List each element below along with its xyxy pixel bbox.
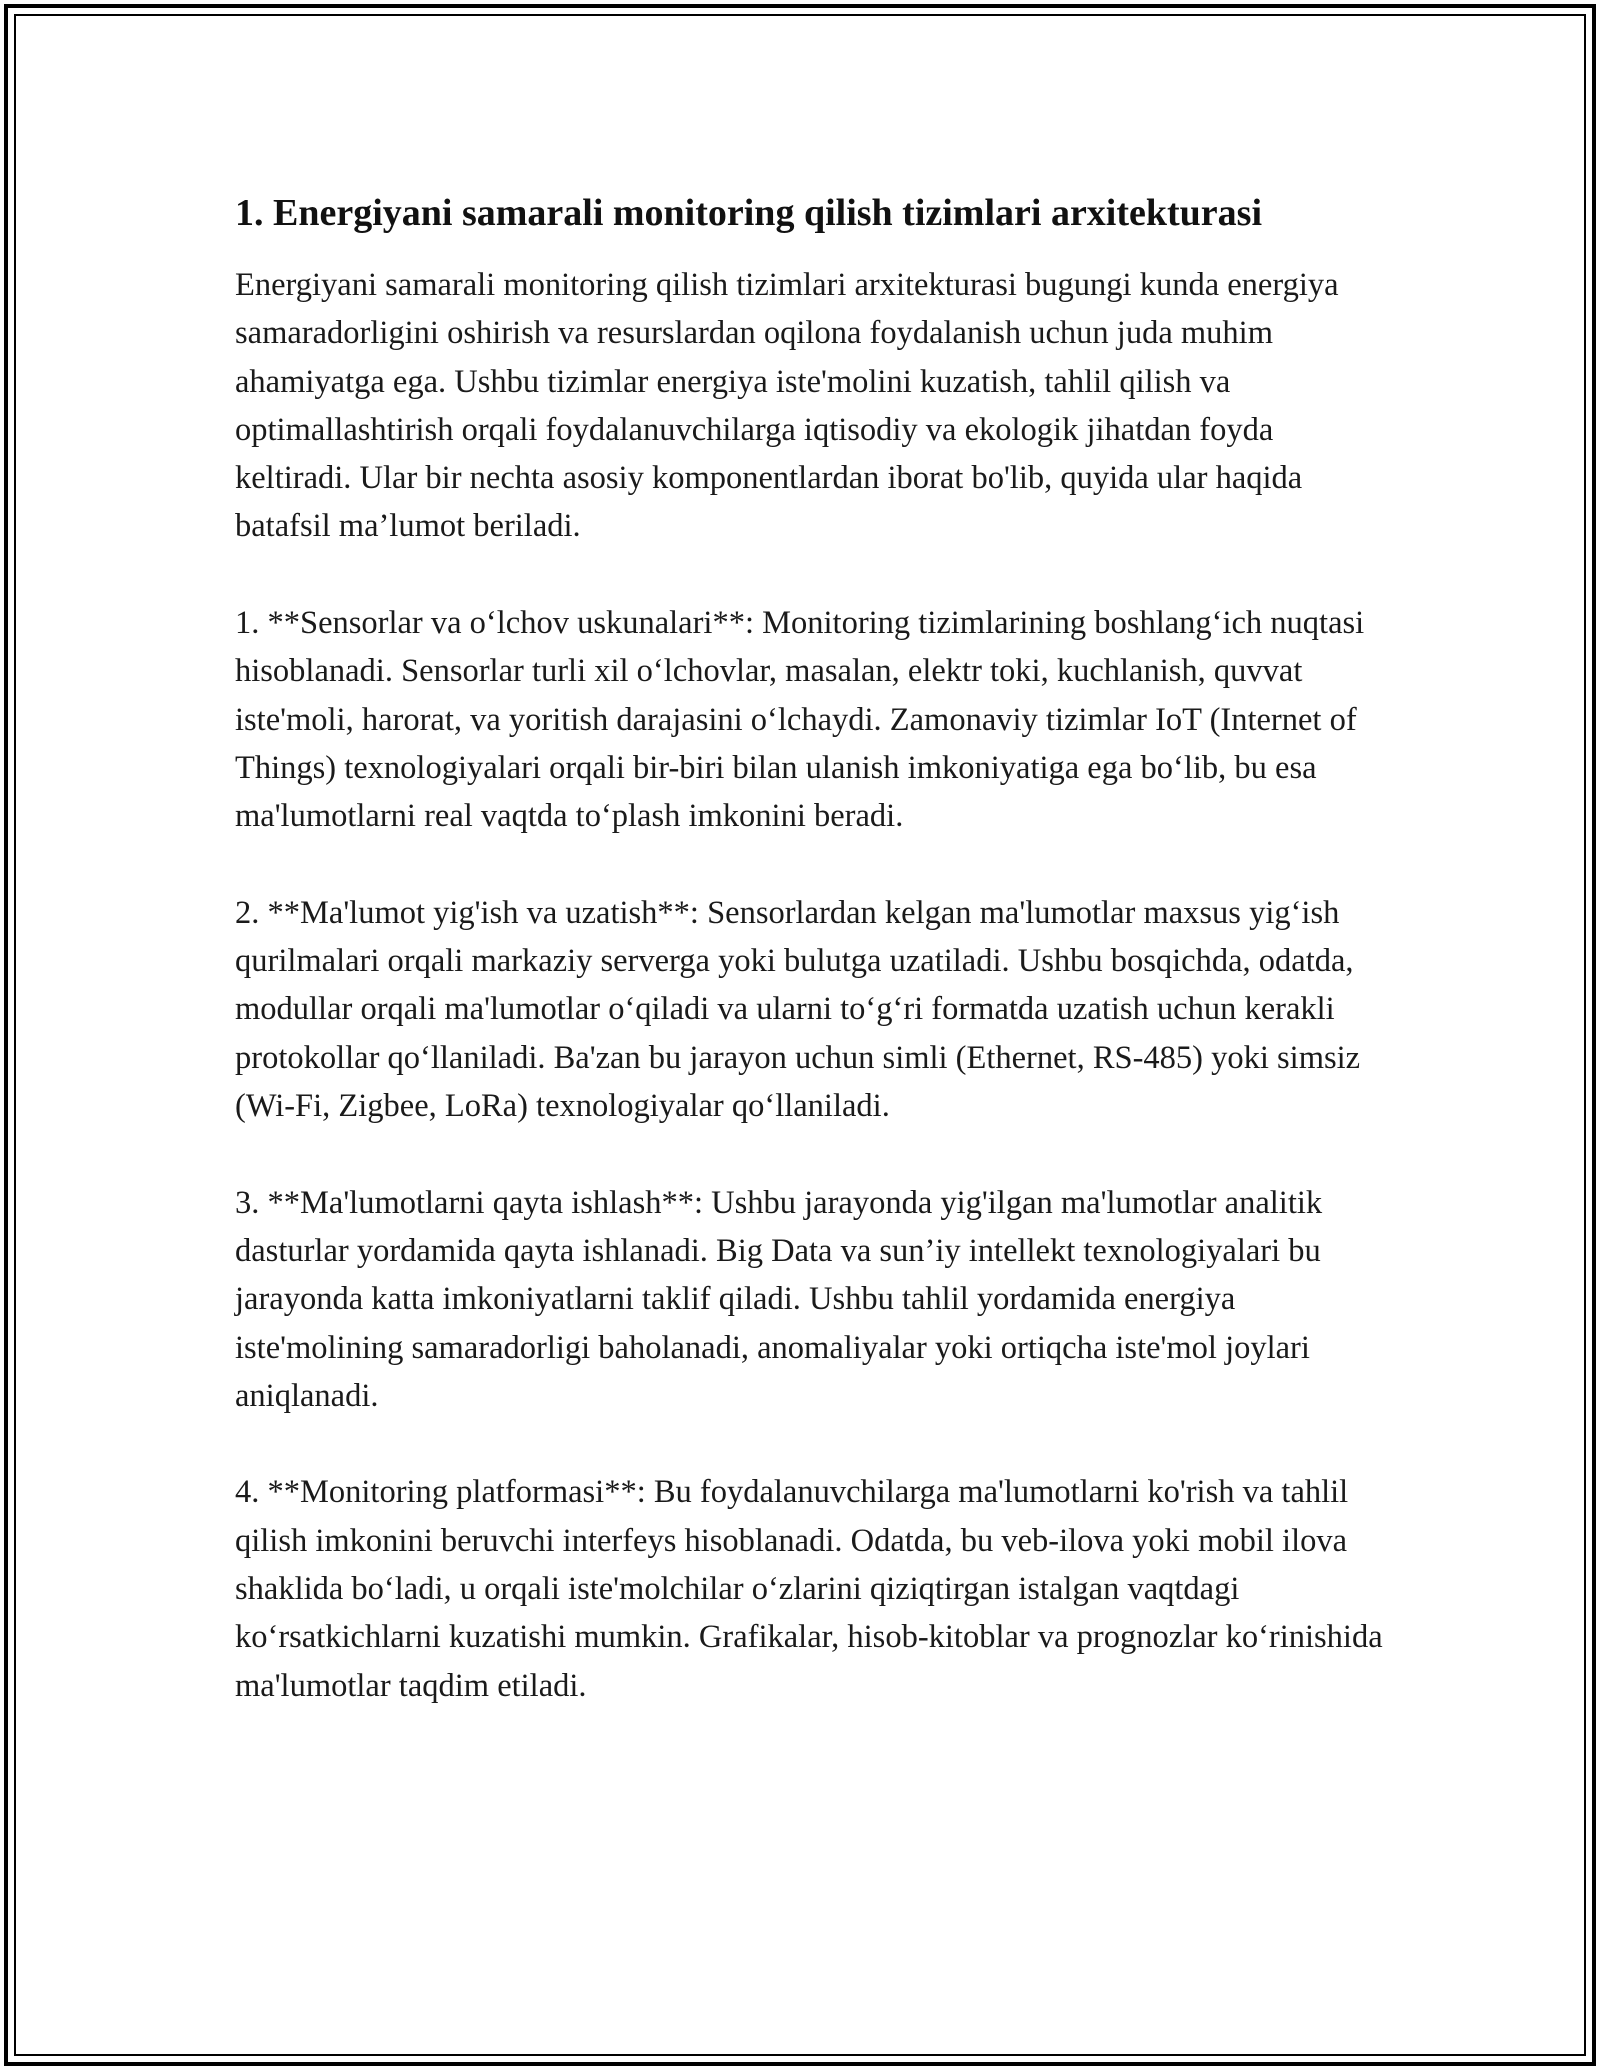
- section-monitoring-platform-paragraph: 4. **Monitoring platformasi**: Bu foydalanuvchilarga ma'lumotlarni ko'rish va tahlil qilish imkonini beruvchi interfeys hisoblanadi. Odatda, bu veb-ilova yoki mobil ilova shaklida bo‘ladi, u orqali iste'molchilar o‘zlarini qiziqtirgan istalgan vaqtdagi ko‘rsatkichlarni kuzatishi mumkin. Grafikalar, hisob-kitoblar va prognozlar ko‘rinishida ma'lumotlar taqdim etiladi.: [235, 1474, 1383, 1704]
- page-title: 1. Energiyani samarali monitoring qilish tizimlari arxitekturasi: [235, 192, 1263, 234]
- section-data-processing-paragraph: 3. **Ma'lumotlarni qayta ishlash**: Ushbu jarayonda yig'ilgan ma'lumotlar analitik dasturlar yordamida qayta ishlanadi. Big Data va sun’iy intellekt texnologiyalari bu jarayonda katta imkoniyatlarni taklif qiladi. Ushbu tahlil yordamida energiya iste'molining samaradorligi baholanadi, anomaliyalar yoki ortiqcha iste'mol joylari aniqlanadi.: [235, 1184, 1323, 1414]
- section-data-collection-paragraph: 2. **Ma'lumot yig'ish va uzatish**: Sensorlardan kelgan ma'lumotlar maxsus yig‘ish qurilmalari orqali markaziy serverga yoki bulutga uzatiladi. Ushbu bosqichda, odatda, modullar orqali ma'lumotlar o‘qiladi va ularni to‘g‘ri formatda uzatish uchun kerakli protokollar qo‘llaniladi. Ba'zan bu jarayon uchun simli (Ethernet, RS-485) yoki simsiz (Wi-Fi, Zigbee, LoRa) texnologiyalar qo‘llaniladi.: [235, 894, 1361, 1125]
- section-sensors-paragraph: 1. **Sensorlar va o‘lchov uskunalari**: Monitoring tizimlarining boshlang‘ich nuqtasi hisoblanadi. Sensorlar turli xil o‘lchovlar, masalan, elektr toki, kuchlanish, quvvat iste'moli, harorat, va yoritish darajasini o‘lchaydi. Zamonaviy tizimlar IoT (Internet of Things) texnologiyalari orqali bir-biri bilan ulanish imkoniyatiga ega bo‘lib, bu esa ma'lumotlarni real vaqtda to‘plash imkonini beradi.: [235, 605, 1365, 835]
- intro-paragraph: Energiyani samarali monitoring qilish tizimlari arxitekturasi bugungi kunda energiya samaradorligini oshirish va resurslardan oqilona foydalanish uchun juda muhim ahamiyatga ega. Ushbu tizimlar energiya iste'molini kuzatish, tahlil qilish va optimallashtirish orqali foydalanuvchilarga iqtisodiy va ekologik jihatdan foyda keltiradi. Ular bir nechta asosiy komponentlardan iborat bo'lib, quyida ular haqida batafsil ma’lumot beriladi.: [235, 267, 1339, 545]
- document-body: [235, 186, 1385, 1710]
